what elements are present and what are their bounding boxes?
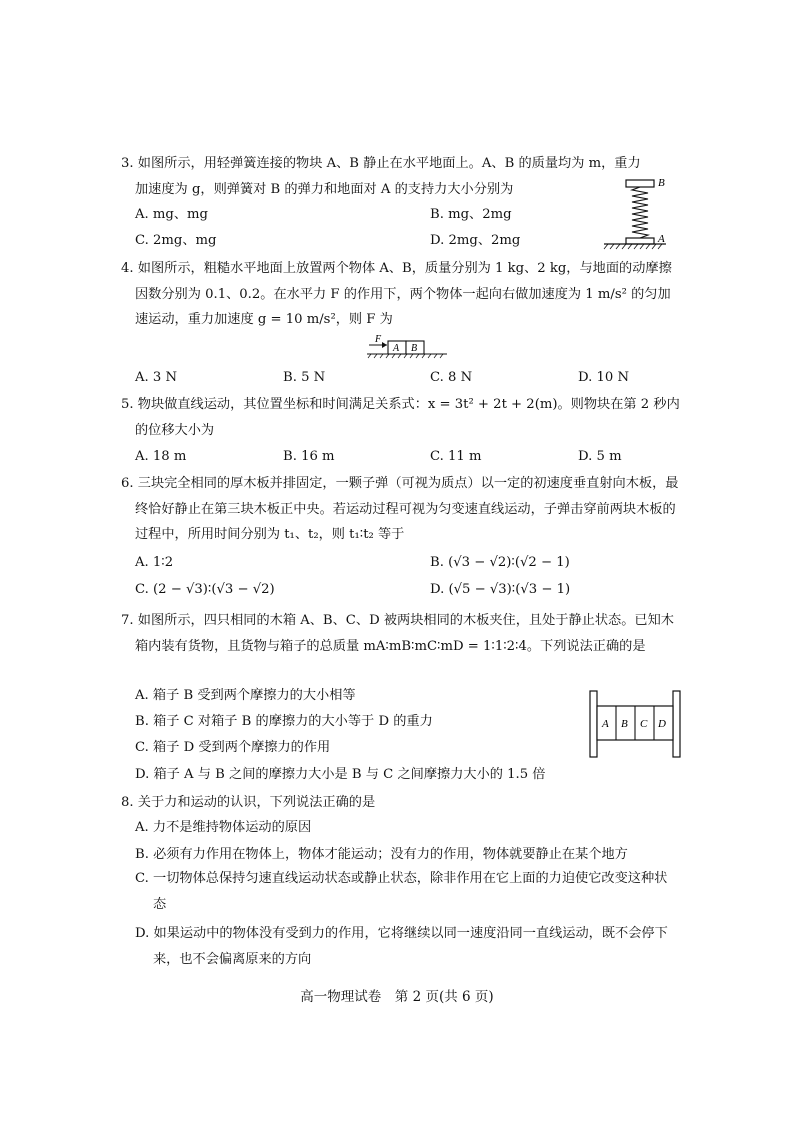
question-3-stem: 3. 如图所示，用轻弹簧连接的物块 A、B 静止在水平地面上。A、B 的质量均为 m，重力加速度为 g，则弹簧对 B 的弹力和地面对 A 的支持力大小分别为 [121,156,641,197]
label-b: B [658,177,665,189]
q7-option-a[interactable]: A. 箱子 B 受到两个摩擦力的大小相等 [135,688,356,703]
box-a-label: A [602,718,609,730]
q4-option-b[interactable]: B. 5 N [283,370,326,385]
q8-option-a[interactable]: A. 力不是维持物体运动的原因 [135,820,312,835]
spring-blocks-figure [600,176,670,250]
q8-option-d[interactable]: D. 如果运动中的物体没有受到力的作用，它将继续以同一速度沿同一直线运动，既不会停下来，也不会偏离原来的方向 [135,926,668,967]
box-c-label: C [640,718,648,730]
q3-option-a[interactable]: A. mg、mg [135,207,208,222]
q8-option-b[interactable]: B. 必须有力作用在物体上，物体才能运动；没有力的作用，物体就要静止在某个地方 [135,847,628,862]
q7-option-c[interactable]: C. 箱子 D 受到两个摩擦力的作用 [135,740,331,755]
q3-option-c[interactable]: C. 2mg、mg [135,233,217,248]
block-a [626,238,654,244]
q8-option-c[interactable]: C. 一切物体总保持匀速直线运动状态或静止状态，除非作用在它上面的力迫使它改变这种状态 [135,871,668,912]
q4-option-a[interactable]: A. 3 N [135,370,178,385]
q8-option-c-block [135,866,675,917]
box-b-label: B [621,718,628,730]
q3-option-b[interactable]: B. mg、2mg [430,207,512,222]
q6-option-a[interactable]: A. 1∶2 [135,555,174,570]
q4-option-c[interactable]: C. 8 N [430,370,473,385]
spring [632,187,648,238]
svg-text:A: A [393,343,400,354]
block-b [626,180,654,187]
question-5-stem: 5. 物块做直线运动，其位置坐标和时间满足关系式：x = 3t² + 2t + 2(m)。则物块在第 2 秒内的位移大小为 [121,397,680,438]
force-label: F [375,334,382,345]
question-4-stem: 4. 如图所示，粗糙水平地面上放置两个物体 A、B，质量分别为 1 kg、2 kg，与地面的动摩擦因数分别为 0.1、0.2。在水平力 F 的作用下，两个物体一起向右做加速度为 1 m/s² 的匀加速运动，重力加速度 g = 10 m/s²，则 F 为 [121,261,672,327]
q7-option-d[interactable]: D. 箱子 A 与 B 之间的摩擦力大小是 B 与 C 之间摩擦力大小的 1.5 倍 [135,767,546,782]
q6-option-d[interactable]: D. (√5 − √3)∶(√3 − 1) [430,582,571,597]
q4-option-d[interactable]: D. 10 N [578,370,629,385]
q5-option-a[interactable]: A. 18 m [135,449,187,464]
q6-option-b[interactable]: B. (√3 − √2)∶(√2 − 1) [430,555,570,570]
q5-option-d[interactable]: D. 5 m [578,449,622,464]
question-8-stem: 8. 关于力和运动的认识，下列说法正确的是 [121,795,376,810]
blocks-force-figure [365,334,450,360]
box-d-label: D [658,718,666,730]
question-7-stem: 7. 如图所示，四只相同的木箱 A、B、C、D 被两块相同的木板夹住，且处于静止状态。已知木箱内装有货物，且货物与箱子的总质量 mA∶mB∶mC∶mD = 1∶1∶2∶4。下列说法正确的是 [121,613,674,654]
q3-option-d[interactable]: D. 2mg、2mg [430,233,521,248]
left-board [590,691,597,757]
label-a: A [658,233,665,245]
q5-option-b[interactable]: B. 16 m [283,449,335,464]
page-footer: 高一物理试卷 第 2 页(共 6 页) [300,989,494,1005]
right-board [673,691,680,757]
q7-option-b[interactable]: B. 箱子 C 对箱子 B 的摩擦力的大小等于 D 的重力 [135,714,433,729]
q5-option-c[interactable]: C. 11 m [430,449,482,464]
svg-text:B: B [411,343,418,354]
question-6-stem: 6. 三块完全相同的厚木板并排固定，一颗子弹（可视为质点）以一定的初速度垂直射向木板，最终恰好静止在第三块木板正中央。若运动过程可视为匀变速直线运动，子弹击穿前两块木板的过程中，所用时间分别为 t₁、t₂，则 t₁∶t₂ 等于 [121,476,679,542]
q8-option-d-block [135,921,675,972]
boxes-between-boards-figure [588,689,682,759]
ground-hatch [604,244,662,249]
q6-option-c[interactable]: C. (2 − √3)∶(√3 − √2) [135,582,275,597]
